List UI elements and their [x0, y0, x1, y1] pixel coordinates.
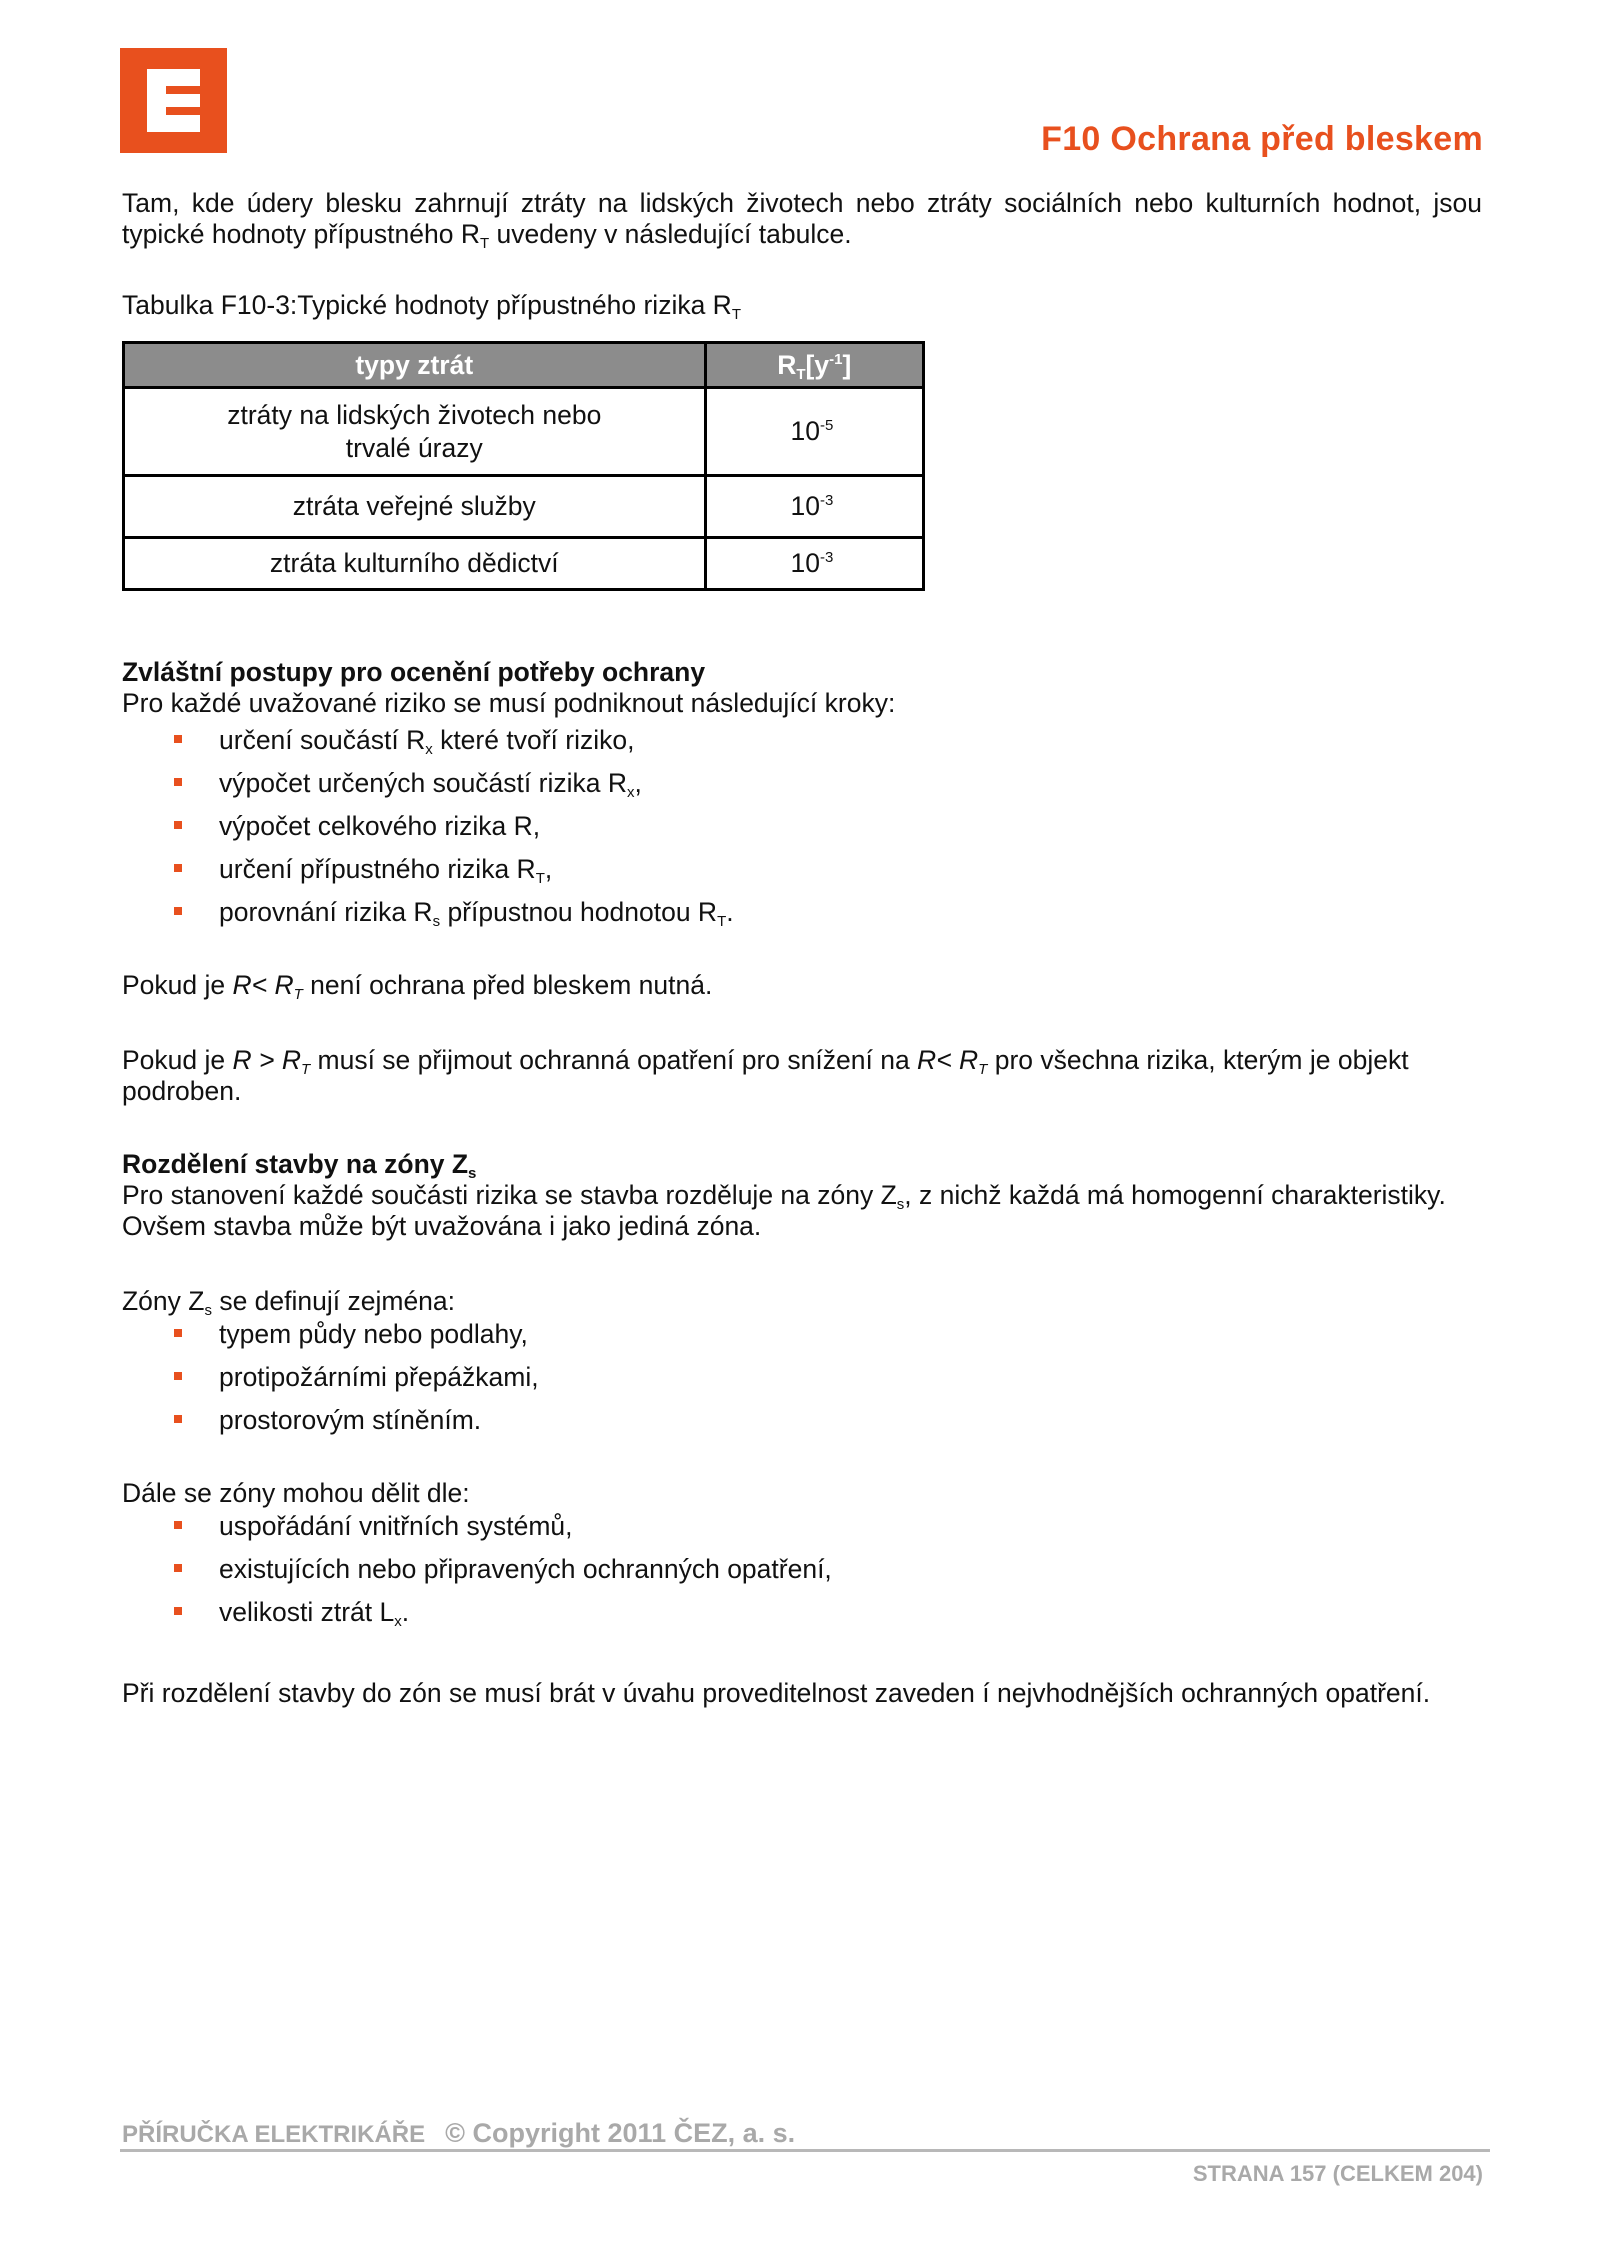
document-body [122, 188, 1482, 1709]
condition-no-protection: Pokud je $R< R_T$ není ochrana před bleskem nutná. [122, 970, 713, 1003]
bullet-icon [174, 735, 182, 743]
loss-type-cell: ztráta kulturního dědictví [124, 538, 706, 590]
bullet-icon [174, 1372, 182, 1380]
footer-publication: PŘÍRUČKA ELEKTRIKÁŘE © Copyright 2011 ČEZ, a. s. [122, 2118, 796, 2148]
list-item: protipožárními přepážkami, [122, 1362, 1482, 1405]
header-loss-types: typy ztrát [124, 343, 706, 388]
section-heading-procedures: Zvláštní postupy pro ocenění potřeby ochrany [122, 657, 706, 687]
bullet-icon [174, 907, 182, 915]
zones-definition-lead: Zóny $Z_s$ se definují zejména: [122, 1286, 456, 1319]
procedures-list [122, 725, 1482, 940]
condition-protection-required: Pokud je $R > R_T$ musí se přijmout ochranná opatření pro snížení na $R< R_T$ pro všechna rizika, kterým je objekt podroben. [122, 1045, 1409, 1106]
zones-definition-list [122, 1319, 1482, 1448]
procedures-lead: Pro každé uvažované riziko se musí podniknout následující kroky: [122, 688, 896, 718]
bullet-icon [174, 864, 182, 872]
list-item: porovnání rizika $R_s$ přípustnou hodnotou $R_T$. [122, 897, 1482, 940]
section-heading-zones: Rozdělení stavby na zóny $Z_s$ [122, 1149, 477, 1182]
list-item: určení přípustného rizika $R_T$, [122, 854, 1482, 897]
intro-paragraph: Tam, kde údery blesku zahrnují ztráty na lidských životech nebo ztráty sociálních nebo kulturních hodnot, jsou typické hodnoty přípustného $R_T$ uvedeny v následující tabulce. [122, 188, 1482, 252]
rt-value-cell: $10^{-5}$ [705, 388, 923, 476]
closing-paragraph: Při rozdělení stavby do zón se musí brát v úvahu proveditelnost zaveden í nejvhodnějších ochranných opatření. [122, 1678, 1431, 1708]
page-title: F10 Ochrana před bleskem [1041, 120, 1483, 158]
bullet-icon [174, 1415, 182, 1423]
list-item: výpočet určených součástí rizika $R_x$, [122, 768, 1482, 811]
bullet-icon [174, 778, 182, 786]
list-item: prostorovým stíněním. [122, 1405, 1482, 1448]
table-row [124, 388, 924, 476]
bullet-icon [174, 1607, 182, 1615]
list-item: existujících nebo připravených ochranných opatření, [122, 1554, 1482, 1597]
bullet-icon [174, 1521, 182, 1529]
list-item: určení součástí $R_x$ které tvoří riziko, [122, 725, 1482, 768]
risk-table [122, 341, 925, 591]
header-rt: $R_T[y^{-1}]$ [705, 343, 923, 388]
bullet-icon [174, 821, 182, 829]
footer-page-number: STRANA 157 (CELKEM 204) [1192, 2161, 1483, 2186]
list-item: uspořádání vnitřních systémů, [122, 1511, 1482, 1554]
list-item: velikosti ztrát $L_x$. [122, 1597, 1482, 1640]
list-item: výpočet celkového rizika R, [122, 811, 1482, 854]
zones-division-list [122, 1511, 1482, 1640]
rt-value-cell: $10^{-3}$ [705, 476, 923, 538]
bullet-icon [174, 1329, 182, 1337]
zones-paragraph: Pro stanovení každé součásti rizika se stavba rozděluje na zóny $Z_s$, z nichž každá má homogenní charakteristiky. Ovšem stavba může být uvažována i jako jediná zóna. [122, 1180, 1446, 1241]
loss-type-cell: ztráty na lidských životech nebo trvalé úrazy [124, 388, 706, 476]
table-header-row [124, 343, 924, 388]
list-item: typem půdy nebo podlahy, [122, 1319, 1482, 1362]
rt-value-cell: $10^{-3}$ [705, 538, 923, 590]
footer-divider [120, 2149, 1490, 2152]
cez-logo [120, 48, 227, 153]
table-row [124, 538, 924, 590]
loss-type-cell: ztráta veřejné služby [124, 476, 706, 538]
bullet-icon [174, 1564, 182, 1572]
table-row [124, 476, 924, 538]
table-caption: Tabulka F10-3:Typické hodnoty přípustného rizika $R_T$ [122, 290, 741, 323]
zones-division-lead: Dále se zóny mohou dělit dle: [122, 1478, 470, 1508]
